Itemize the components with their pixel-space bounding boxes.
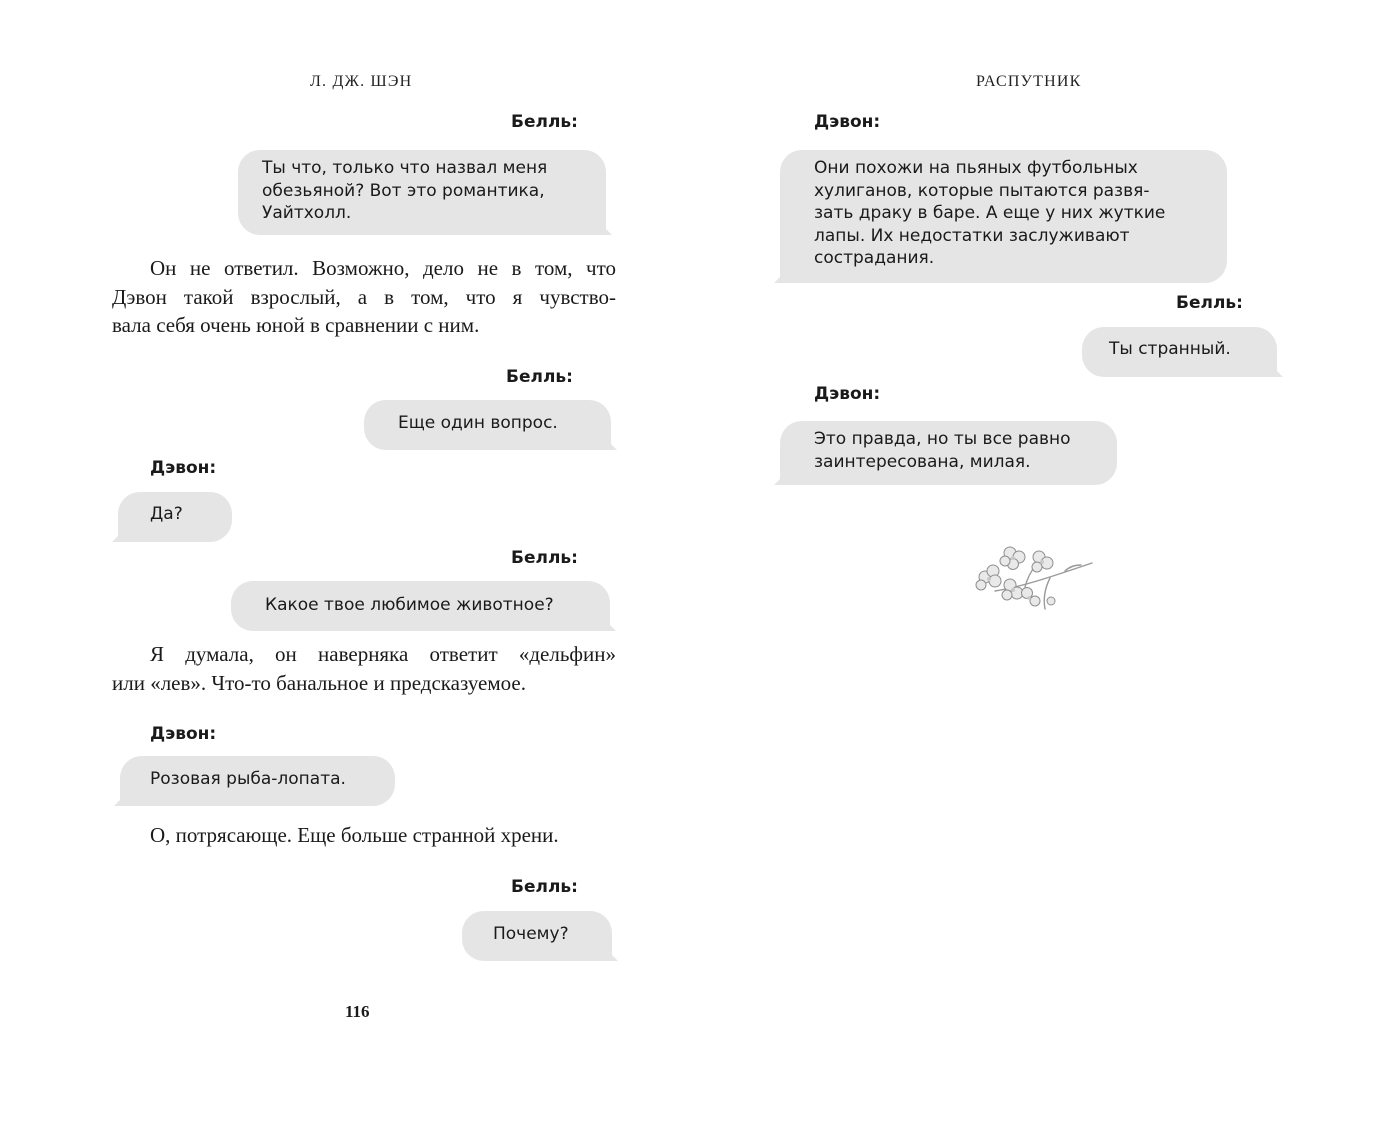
message-bubble-belle bbox=[462, 911, 612, 961]
paragraph-line: Дэвон такой взрослый, а в том, что я чувство- bbox=[112, 284, 616, 309]
message-line: зать драку в баре. А еще у них жуткие bbox=[814, 203, 1166, 223]
speaker-label-belle: Белль: bbox=[511, 877, 578, 897]
message-line: Это правда, но ты все равно bbox=[814, 429, 1071, 449]
message-bubble-devon bbox=[780, 421, 1117, 485]
bubble-tail bbox=[774, 471, 788, 485]
message-line: Ты что, только что назвал меня bbox=[262, 158, 548, 178]
bubble-tail bbox=[1269, 363, 1283, 377]
speaker-label-belle: Белль: bbox=[511, 112, 578, 132]
message-bubble-devon bbox=[780, 150, 1227, 283]
message-text: Да? bbox=[150, 504, 183, 524]
message-text: Еще один вопрос. bbox=[398, 413, 558, 433]
narrative-paragraph bbox=[150, 821, 620, 850]
bubble-tail bbox=[112, 528, 126, 542]
message-text: Ты странный. bbox=[1109, 339, 1231, 359]
narrative-paragraph bbox=[112, 640, 616, 697]
speaker-label-belle: Белль: bbox=[506, 367, 573, 387]
bubble-tail bbox=[604, 947, 618, 961]
message-text: Какое твое любимое животное? bbox=[265, 595, 554, 615]
message-bubble-belle bbox=[231, 581, 610, 631]
message-line: хулиганов, которые пытаются развя- bbox=[814, 180, 1150, 201]
bubble-tail bbox=[602, 617, 616, 631]
paragraph-line: О, потрясающе. Еще больше странной хрени. bbox=[150, 823, 559, 847]
flower-branch-icon bbox=[965, 543, 1097, 615]
message-bubble-devon bbox=[118, 492, 232, 542]
speaker-label-devon: Дэвон: bbox=[150, 458, 217, 478]
paragraph-line: Он не ответил. Возможно, дело не в том, что bbox=[150, 256, 616, 280]
bubble-tail bbox=[774, 269, 788, 283]
speaker-label-belle: Белль: bbox=[511, 548, 578, 568]
bubble-tail bbox=[598, 221, 612, 235]
bubble-tail bbox=[114, 792, 128, 806]
message-line: лапы. Их недостатки заслуживают bbox=[814, 225, 1130, 246]
paragraph-line: Я думала, он наверняка ответит «дельфин» bbox=[150, 642, 616, 666]
message-line: заинтересована, милая. bbox=[814, 451, 1031, 472]
message-line: Уайтхолл. bbox=[262, 203, 352, 223]
message-text: Почему? bbox=[493, 924, 569, 944]
message-line: Они похожи на пьяных футбольных bbox=[814, 158, 1138, 178]
message-line: сострадания. bbox=[814, 248, 935, 268]
paragraph-line: вала себя очень юной в сравнении с ним. bbox=[112, 313, 480, 337]
message-bubble-devon bbox=[120, 756, 395, 806]
message-bubble-belle bbox=[238, 150, 606, 235]
message-bubble-belle bbox=[1082, 327, 1277, 377]
page-number: 116 bbox=[345, 1002, 370, 1021]
speaker-label-devon: Дэвон: bbox=[814, 112, 881, 132]
left-running-header: Л. ДЖ. ШЭН bbox=[310, 73, 413, 90]
message-text: Розовая рыба-лопата. bbox=[150, 769, 346, 789]
message-line: обезьяной? Вот это романтика, bbox=[262, 180, 545, 201]
message-bubble-belle bbox=[364, 400, 611, 450]
speaker-label-devon: Дэвон: bbox=[150, 724, 217, 744]
speaker-label-devon: Дэвон: bbox=[814, 384, 881, 404]
narrative-paragraph bbox=[112, 254, 616, 340]
right-running-header: РАСПУТНИК bbox=[976, 73, 1082, 90]
speaker-label-belle: Белль: bbox=[1176, 293, 1243, 313]
bubble-tail bbox=[603, 436, 617, 450]
paragraph-line: или «лев». Что-то банальное и предсказуемое. bbox=[112, 670, 526, 695]
